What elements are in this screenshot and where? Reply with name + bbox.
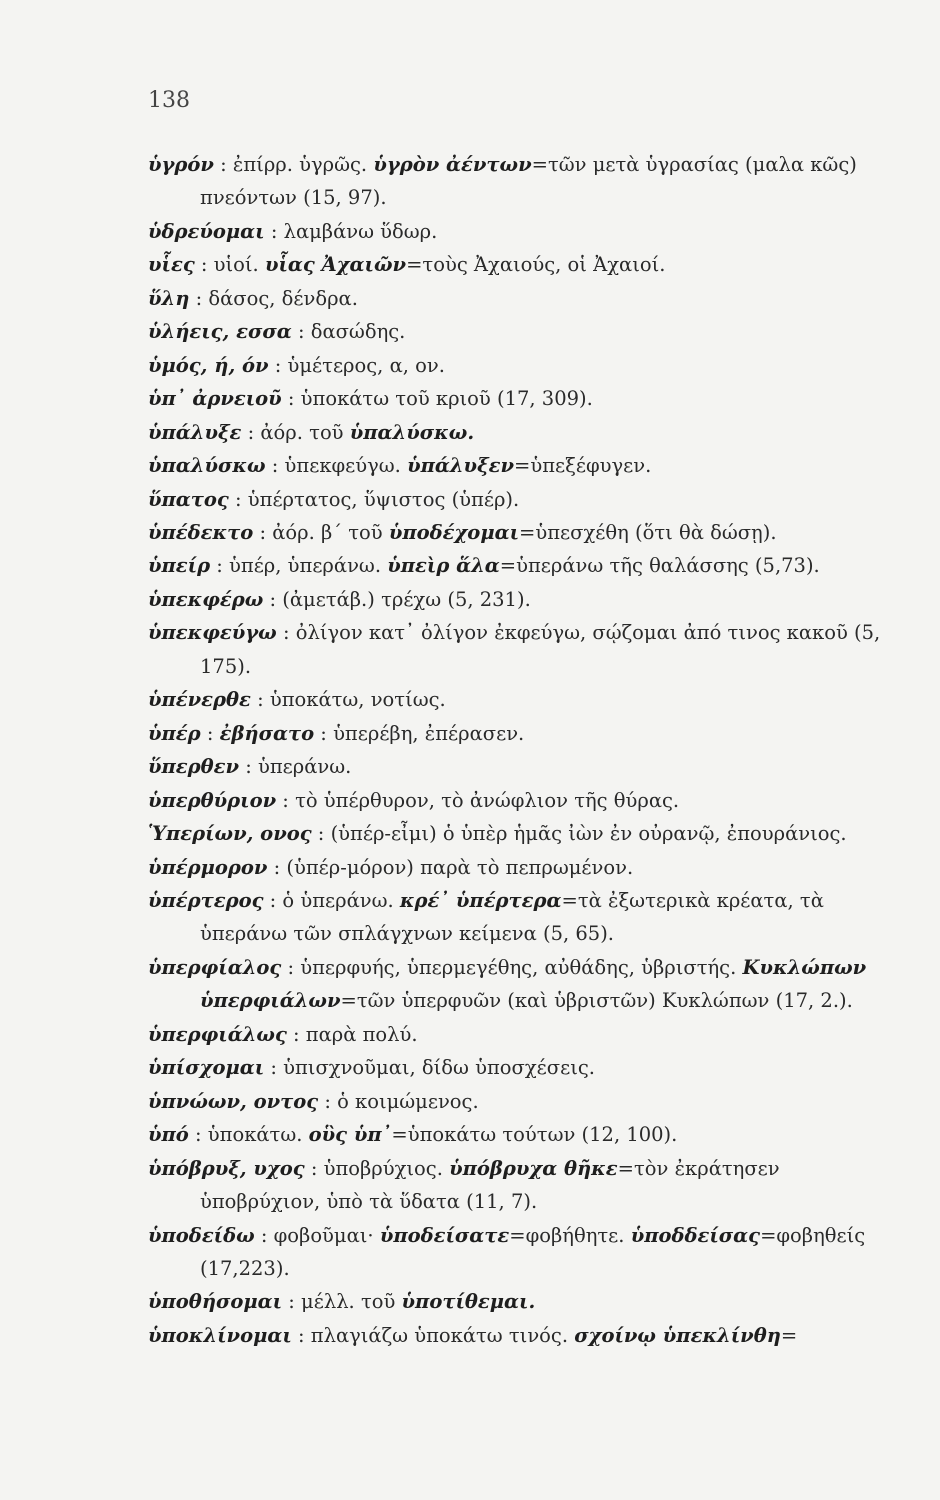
dictionary-entry [148,851,896,884]
headword: ὑπερφιάλως [148,1022,287,1046]
headword: ὑπαλύσκω [148,454,266,478]
headword: ὕπερθεν [148,755,240,779]
definition-text: : (ἀμετάβ.) τρέχω (5, 231). [263,587,531,611]
definition-text: : (ὑπέρ-εἶμι) ὁ ὑπὲρ ἡμᾶς ἰὼν ἐν οὐρανῷ, ἐπουράνιος. [311,822,847,846]
headword: ὑγρὸν ἀέντων [373,153,532,176]
definition-text: =τῶν ὑπερφυῶν (καὶ ὑβριστῶν) Κυκλώπων (17, 2.). [340,989,853,1013]
definition-text: : ἀόρ. β΄ τοῦ [253,520,389,544]
dictionary-entry [148,1285,896,1318]
headword: ὑπό [148,1123,189,1147]
headword: ἐβήσατο [219,721,315,745]
headword: ὑπέρ [148,721,201,745]
dictionary-entry [148,1219,896,1286]
dictionary-entry [148,416,896,449]
definition-text: : δασώδης. [291,320,406,344]
headword: ὑπαλύσκω. [349,420,475,444]
headword: ὑποδείδω [148,1223,255,1247]
headword: ὑποκλίνομαι [148,1323,292,1347]
definition-text: : φοβοῦμαι· [254,1223,380,1247]
headword: ὑπέρμορον [148,855,268,879]
headword: κρέ᾽ ὑπέρτερα [399,888,562,912]
definition-text: =ὑπεσχέθη (ὅτι θὰ δώσῃ). [519,520,777,544]
definition-text: =ὑπεράνω τῆς θαλάσσης (5,73). [499,554,820,578]
headword: ὑπέδεκτο [148,520,254,544]
definition-text: =τὰ ἐξωτερικὰ κρέατα, τὰ ὑπεράνω τῶν σπλάγχνων κείμενα (5, 65). [200,888,824,946]
headword: υἷες [148,253,195,277]
definition-text: =τὸν ἐκράτησεν ὑποβρύχιον, ὑπὸ τὰ ὕδατα (11, 7). [200,1156,780,1214]
page-number: 138 [148,88,190,113]
definition-text: : ἐπίρρ. ὑγρῶς. [213,153,374,176]
definition-text: : [200,721,220,745]
definition-text: : υἱοί. [194,253,265,277]
definition-text: : μέλλ. τοῦ [282,1290,402,1314]
definition-text: : ὑπεκφεύγω. [265,454,408,478]
dictionary-entry [148,148,896,215]
headword: ὑποδείσατε [379,1223,510,1247]
dictionary-entry [148,449,896,482]
headword: ὑπόβρυξ, υχος [148,1156,305,1180]
definition-text: =φοβήθητε. [509,1223,631,1247]
dictionary-entry [148,516,896,549]
dictionary-entry [148,1319,896,1352]
dictionary-entry [148,215,896,248]
headword: ὑγρόν [148,153,214,176]
dictionary-entry [148,817,896,850]
dictionary-entry [148,248,896,281]
definition-text: : ὑποβρύχιος. [304,1156,450,1180]
headword: ὑποθήσομαι [148,1290,283,1314]
headword: ὑπέρτερος [148,888,264,912]
dictionary-entry [148,616,896,683]
dictionary-entry [148,1051,896,1084]
definition-text: : ὑποκάτω, νοτίως. [250,688,446,712]
definition-text: : ὑπερέβη, ἐπέρασεν. [314,721,525,745]
definition-text: = [780,1323,798,1347]
headword: Κυκλώπων ὑπερφιάλων [200,955,867,1013]
dictionary-entry [148,282,896,315]
definition-text: : λαμβάνω ὕδωρ. [264,219,438,243]
definition-text: : ὑποκάτω. [188,1123,309,1147]
headword: Ὑπερίων, ονος [148,822,312,846]
headword: ὑδρεύομαι [148,219,265,243]
dictionary-entry [148,951,896,1018]
definition-text: : ὑποκάτω τοῦ κριοῦ (17, 309). [281,387,593,411]
definition-text: : ὑπέρτατος, ὕψιστος (ὑπέρ). [228,487,520,511]
dictionary-entry [148,315,896,348]
definition-text: : πλαγιάζω ὑποκάτω τινός. [291,1323,575,1347]
definition-text: : τὸ ὑπέρθυρον, τὸ ἀνώφλιον τῆς θύρας. [276,788,680,812]
dictionary-entry [148,583,896,616]
dictionary-entry [148,1085,896,1118]
definition-text: : παρὰ πολύ. [286,1022,418,1046]
definition-text: : δάσος, δένδρα. [189,286,358,310]
headword: ὑπ᾽ ἀρνειοῦ [148,387,282,411]
headword: ὕπατος [148,487,229,511]
headword: υἷας Ἀχαιῶν [264,253,407,277]
definition-text: : ὑμέτερος, α, ον. [268,353,445,377]
dictionary-entry [148,382,896,415]
headword: ὑπίσχομαι [148,1056,265,1080]
headword: ὑπάλυξε [148,420,242,444]
dictionary-entry [148,1152,896,1219]
definition-text: : ὑπερφυής, ὑπερμεγέθης, αὐθάδης, ὑβριστής. [281,955,743,979]
headword: ὑποδέχομαι [388,520,520,544]
dictionary-entry [148,683,896,716]
definition-text: : ἀόρ. τοῦ [241,420,350,444]
headword: ὑπεκφέρω [148,587,264,611]
headword: σχοίνῳ ὑπεκλίνθη [574,1323,781,1347]
dictionary-entry [148,750,896,783]
headword: ὑπόβρυχα θῆκε [449,1156,618,1180]
headword: ὑπείρ [148,554,211,578]
headword: ὑλήεις, εσσα [148,320,292,344]
definition-text: : ὑπέρ, ὑπεράνω. [210,554,388,578]
dictionary-entry [148,549,896,582]
headword: ὑπεκφεύγω [148,621,277,645]
dictionary-entry [148,349,896,382]
definition-text: : ὀλίγον κατ᾽ ὀλίγον ἐκφεύγω, σῴζομαι ἀπό τινος κακοῦ (5, 175). [200,621,881,678]
headword: ὑπερφίαλος [148,955,282,979]
dictionary-entry [148,717,896,750]
definition-text: =ὑποκάτω τούτων (12, 100). [391,1123,678,1147]
dictionary-entries [148,148,896,1352]
headword: ὑμός, ή, όν [148,353,269,377]
definition-text: : ὁ ὑπεράνω. [263,888,400,912]
definition-text: =τοὺς Ἀχαιούς, οἱ Ἀχαιοί. [406,253,666,277]
headword: ὑπεὶρ ἅλα [387,554,500,578]
dictionary-entry [148,483,896,516]
headword: ὑπένερθε [148,688,251,712]
dictionary-entry [148,1118,896,1151]
headword: ὕλη [148,286,190,310]
definition-text: : ὑπεράνω. [239,755,352,779]
headword: ὑποδδείσας [630,1223,761,1247]
definition-text: : ὑπισχνοῦμαι, δίδω ὑποσχέσεις. [264,1056,595,1080]
definition-text: : ὁ κοιμώμενος. [318,1089,479,1113]
definition-text: =τῶν μετὰ ὑγρασίας (μαλα κῶς) πνεόντων (15, 97). [200,153,857,210]
headword: οὓς ὑπ᾽ [308,1123,392,1147]
headword: ὑπερθύριον [148,788,277,812]
headword: ὑπάλυξεν [407,454,515,478]
headword: ὑπνώων, οντος [148,1089,319,1113]
dictionary-entry [148,1018,896,1051]
definition-text: : (ὑπέρ-μόρον) παρὰ τὸ πεπρωμένον. [267,855,634,879]
definition-text: =ὑπεξέφυγεν. [514,454,652,478]
dictionary-entry [148,884,896,951]
definition-text: =φοβηθείς (17,223). [200,1223,866,1280]
dictionary-entry [148,784,896,817]
headword: ὑποτίθεμαι. [401,1290,536,1314]
